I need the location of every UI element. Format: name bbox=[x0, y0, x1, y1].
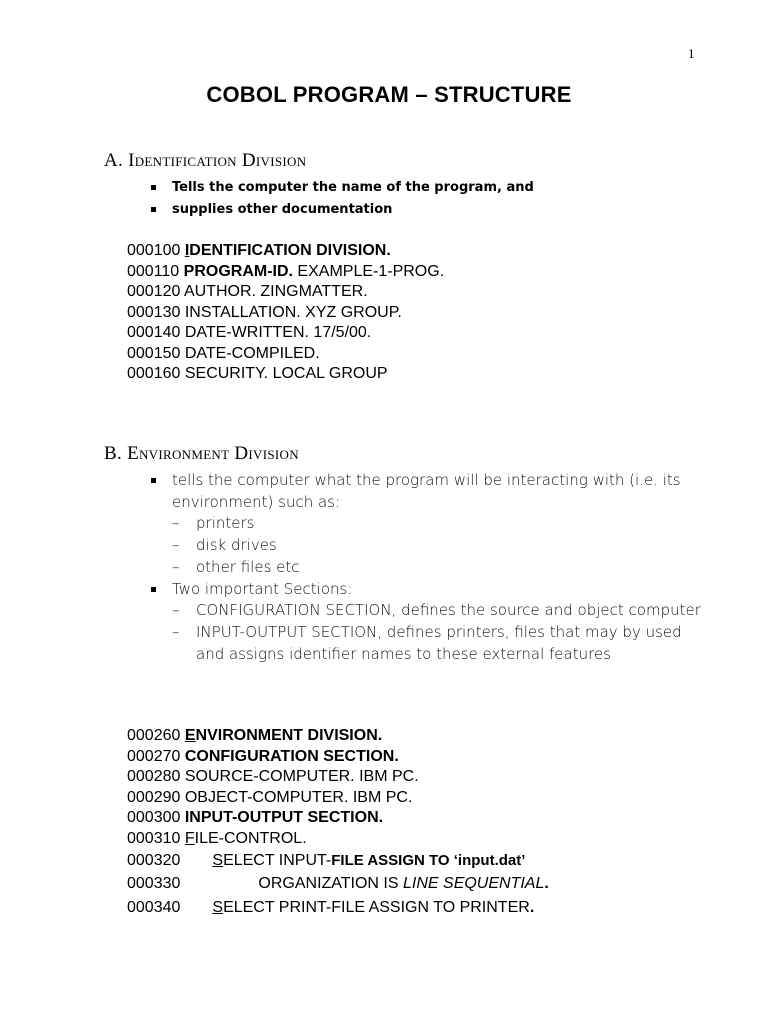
section-b-heading: B. Environment Division bbox=[104, 443, 299, 464]
code-line: 000110 PROGRAM-ID. EXAMPLE-1-PROG. bbox=[127, 262, 445, 280]
list-item: – other files etc bbox=[172, 557, 708, 579]
page-title: COBOL PROGRAM – STRUCTURE bbox=[206, 82, 572, 107]
list-item: – INPUT-OUTPUT SECTION, defines printers, files that may by used and assigns identifier names to these external features bbox=[172, 622, 708, 665]
code-line: 000270 CONFIGURATION SECTION. bbox=[127, 747, 399, 765]
list-item: supplies other documentation bbox=[148, 199, 534, 221]
list-item: – printers bbox=[172, 513, 708, 535]
code-line: 000320 SELECT INPUT-FILE ASSIGN TO ‘input.dat’ bbox=[127, 852, 526, 869]
list-item: Tells the computer the name of the program, and bbox=[148, 177, 534, 199]
section-a-bullet-list bbox=[148, 177, 534, 221]
code-line: 000260 ENVIRONMENT DIVISION. bbox=[127, 727, 383, 744]
list-item: – disk drives bbox=[172, 535, 708, 557]
list-item: – CONFIGURATION SECTION, defines the source and object computer bbox=[172, 600, 708, 622]
list-item: tells the computer what the program will be interacting with (i.e. its environment) such as: – printers – disk drives – other files etc bbox=[148, 470, 708, 579]
environment-code-block bbox=[127, 726, 549, 920]
code-line: 000150 DATE-COMPILED. bbox=[127, 344, 320, 362]
code-line: 000290 OBJECT-COMPUTER. IBM PC. bbox=[127, 788, 413, 806]
code-line: 000330 ORGANIZATION IS LINE SEQUENTIAL. bbox=[127, 875, 549, 892]
code-line: 000100 IDENTIFICATION DIVISION. bbox=[127, 242, 391, 259]
code-line: 000160 SECURITY. LOCAL GROUP bbox=[127, 365, 388, 382]
section-b-bullet-list bbox=[148, 470, 708, 665]
code-line: 000140 DATE-WRITTEN. 17/5/00. bbox=[127, 324, 372, 341]
code-line: 000300 INPUT-OUTPUT SECTION. bbox=[127, 809, 384, 826]
code-line: 000120 AUTHOR. ZINGMATTER. bbox=[127, 283, 368, 300]
page-number: 1 bbox=[688, 46, 695, 61]
code-line: 000310 FILE-CONTROL. bbox=[127, 829, 307, 847]
dash-list bbox=[172, 600, 708, 665]
section-a-heading: A. Identification Division bbox=[104, 150, 307, 171]
identification-code-block bbox=[127, 241, 444, 385]
code-line: 000130 INSTALLATION. XYZ GROUP. bbox=[127, 303, 402, 321]
dash-list bbox=[172, 513, 708, 578]
code-line: 000280 SOURCE-COMPUTER. IBM PC. bbox=[127, 768, 419, 785]
list-item: Two important Sections: – CONFIGURATION SECTION, defines the source and object computer – INPUT-OUTPUT SECTION, defines printers, files that may by used and assigns identifier names to these external features bbox=[148, 579, 708, 666]
code-line: 000340 SELECT PRINT-FILE ASSIGN TO PRINTER. bbox=[127, 899, 535, 916]
